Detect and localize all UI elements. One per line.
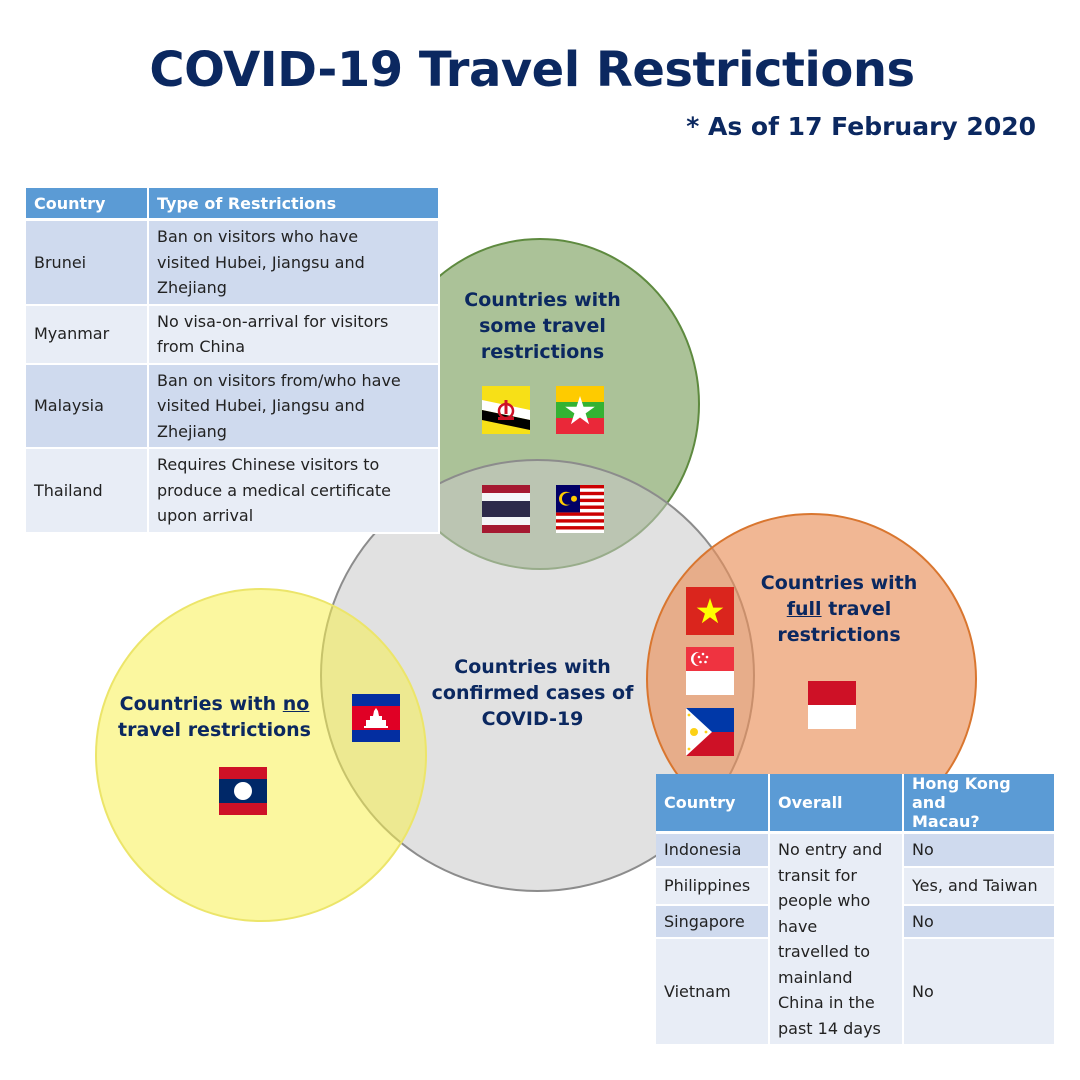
philippines-flag-icon bbox=[686, 708, 734, 756]
laos-flag-icon bbox=[219, 767, 267, 815]
table-row: Malaysia Ban on visitors from/who have visited Hubei, Jiangsu and Zhejiang bbox=[26, 365, 440, 450]
label-confirmed-cases: Countries with confirmed cases of COVID-19 bbox=[431, 656, 634, 730]
page-title: COVID-19 Travel Restrictions bbox=[149, 42, 915, 98]
brunei-flag-icon bbox=[482, 386, 530, 434]
overall-cell: No entry and transit for people who have travelled to mainland China in the past 14 days bbox=[770, 834, 904, 1046]
table-row: Vietnam No bbox=[656, 939, 1056, 1046]
table-row: Philippines Yes, and Taiwan bbox=[656, 868, 1056, 906]
table-some-restrictions bbox=[26, 188, 440, 534]
table-header-country: Country bbox=[26, 188, 149, 221]
circle-no-restrictions bbox=[95, 588, 427, 922]
table-row: Indonesia No entry and transit for people who have travelled to mainland China in the past 14 days No bbox=[656, 834, 1056, 868]
cambodia-flag-icon bbox=[352, 694, 400, 742]
vietnam-flag-icon bbox=[686, 587, 734, 635]
table-header-hk-macau: Hong Kong and Macau? bbox=[904, 774, 1056, 834]
table-row: Singapore No bbox=[656, 906, 1056, 940]
table-row: Thailand Requires Chinese visitors to produce a medical certificate upon arrival bbox=[26, 449, 440, 534]
malaysia-flag-icon bbox=[556, 485, 604, 533]
table-full-restrictions bbox=[656, 774, 1056, 1046]
indonesia-flag-icon bbox=[808, 681, 856, 729]
table-row: Brunei Ban on visitors who have visited Hubei, Jiangsu and Zhejiang bbox=[26, 221, 440, 306]
label-some-restrictions: Countries with some travel restrictions bbox=[464, 289, 621, 363]
singapore-flag-icon bbox=[686, 647, 734, 695]
table-header-country: Country bbox=[656, 774, 770, 834]
table-row: Myanmar No visa-on-arrival for visitors from China bbox=[26, 306, 440, 365]
label-full-restrictions: Countries with full travel restrictions bbox=[760, 572, 918, 646]
thailand-flag-icon bbox=[482, 485, 530, 533]
table-header-type: Type of Restrictions bbox=[149, 188, 440, 221]
date-note: * As of 17 February 2020 bbox=[686, 112, 1036, 141]
myanmar-flag-icon bbox=[556, 386, 604, 434]
label-no-restrictions: Countries with no travel restrictions bbox=[118, 693, 311, 741]
table-header-overall: Overall bbox=[770, 774, 904, 834]
